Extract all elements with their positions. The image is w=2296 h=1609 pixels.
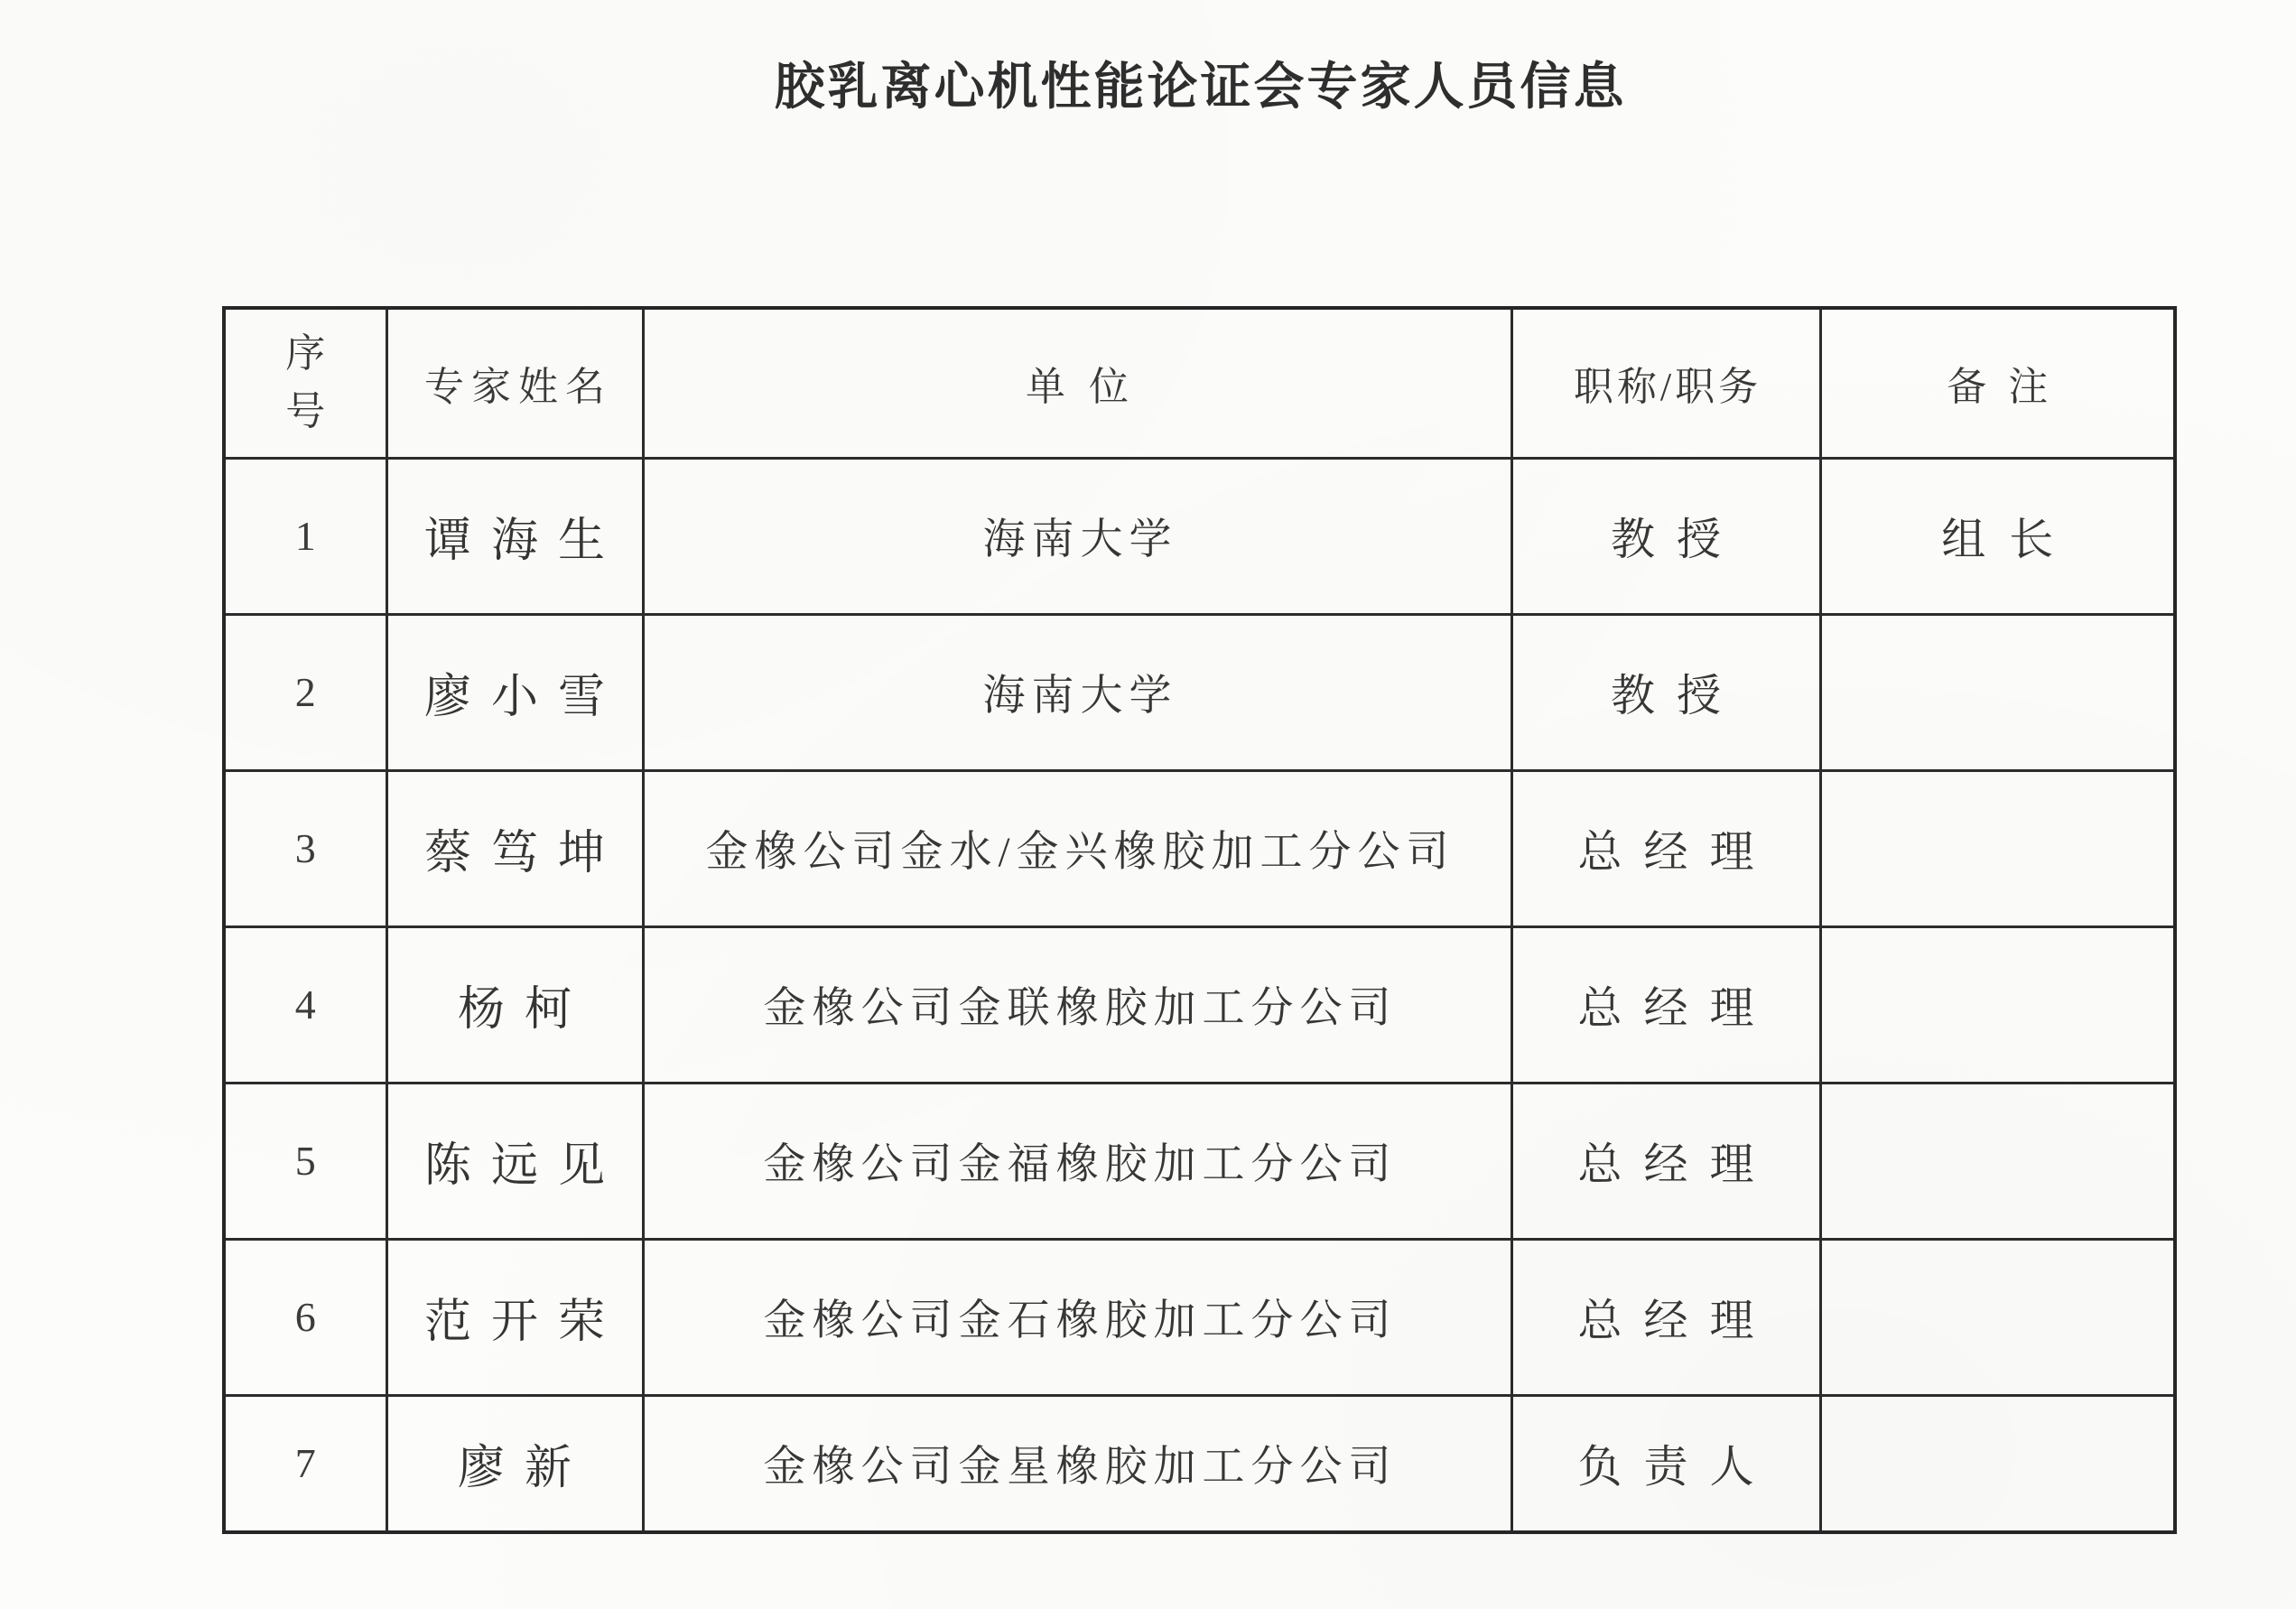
cell-unit: 金橡公司金联橡胶加工分公司 xyxy=(643,926,1511,1083)
cell-seq: 7 xyxy=(224,1395,386,1532)
column-header-unit: 单位 xyxy=(643,308,1511,458)
column-header-seq-label: 序号 xyxy=(285,331,326,434)
cell-title: 总经理 xyxy=(1511,926,1820,1083)
table-row xyxy=(224,770,2175,926)
cell-seq: 5 xyxy=(224,1083,386,1239)
cell-name: 杨柯 xyxy=(386,926,643,1083)
cell-unit: 海南大学 xyxy=(643,458,1511,614)
cell-remark: 组长 xyxy=(1820,458,2175,614)
cell-title: 教授 xyxy=(1511,458,1820,614)
cell-seq: 4 xyxy=(224,926,386,1083)
cell-unit: 金橡公司金石橡胶加工分公司 xyxy=(643,1239,1511,1395)
cell-unit: 金橡公司金星橡胶加工分公司 xyxy=(643,1395,1511,1532)
table-row xyxy=(224,1239,2175,1395)
cell-remark xyxy=(1820,614,2175,770)
cell-remark xyxy=(1820,770,2175,926)
cell-title: 总经理 xyxy=(1511,770,1820,926)
column-header-seq xyxy=(224,308,386,458)
cell-title: 教授 xyxy=(1511,614,1820,770)
cell-name: 范开荣 xyxy=(386,1239,643,1395)
cell-remark xyxy=(1820,926,2175,1083)
table-row xyxy=(224,458,2175,614)
column-header-title: 职称/职务 xyxy=(1511,308,1820,458)
cell-remark xyxy=(1820,1239,2175,1395)
cell-seq: 3 xyxy=(224,770,386,926)
table-row xyxy=(224,1083,2175,1239)
cell-title: 负责人 xyxy=(1511,1395,1820,1532)
table-row xyxy=(224,614,2175,770)
cell-unit: 金橡公司金水/金兴橡胶加工分公司 xyxy=(643,770,1511,926)
cell-seq: 2 xyxy=(224,614,386,770)
experts-table xyxy=(222,306,2177,1534)
cell-name: 廖新 xyxy=(386,1395,643,1532)
column-header-name: 专家姓名 xyxy=(386,308,643,458)
cell-unit: 海南大学 xyxy=(643,614,1511,770)
cell-remark xyxy=(1820,1395,2175,1532)
table-row xyxy=(224,1395,2175,1532)
cell-name: 蔡笃坤 xyxy=(386,770,643,926)
document-title: 胶乳离心机性能论证会专家人员信息 xyxy=(774,58,1627,115)
cell-name: 谭海生 xyxy=(386,458,643,614)
cell-unit: 金橡公司金福橡胶加工分公司 xyxy=(643,1083,1511,1239)
cell-remark xyxy=(1820,1083,2175,1239)
cell-title: 总经理 xyxy=(1511,1239,1820,1395)
table-row xyxy=(224,926,2175,1083)
cell-seq: 1 xyxy=(224,458,386,614)
cell-seq: 6 xyxy=(224,1239,386,1395)
cell-name: 陈远见 xyxy=(386,1083,643,1239)
column-header-remark: 备注 xyxy=(1820,308,2175,458)
cell-name: 廖小雪 xyxy=(386,614,643,770)
cell-title: 总经理 xyxy=(1511,1083,1820,1239)
table-header-row xyxy=(224,308,2175,458)
